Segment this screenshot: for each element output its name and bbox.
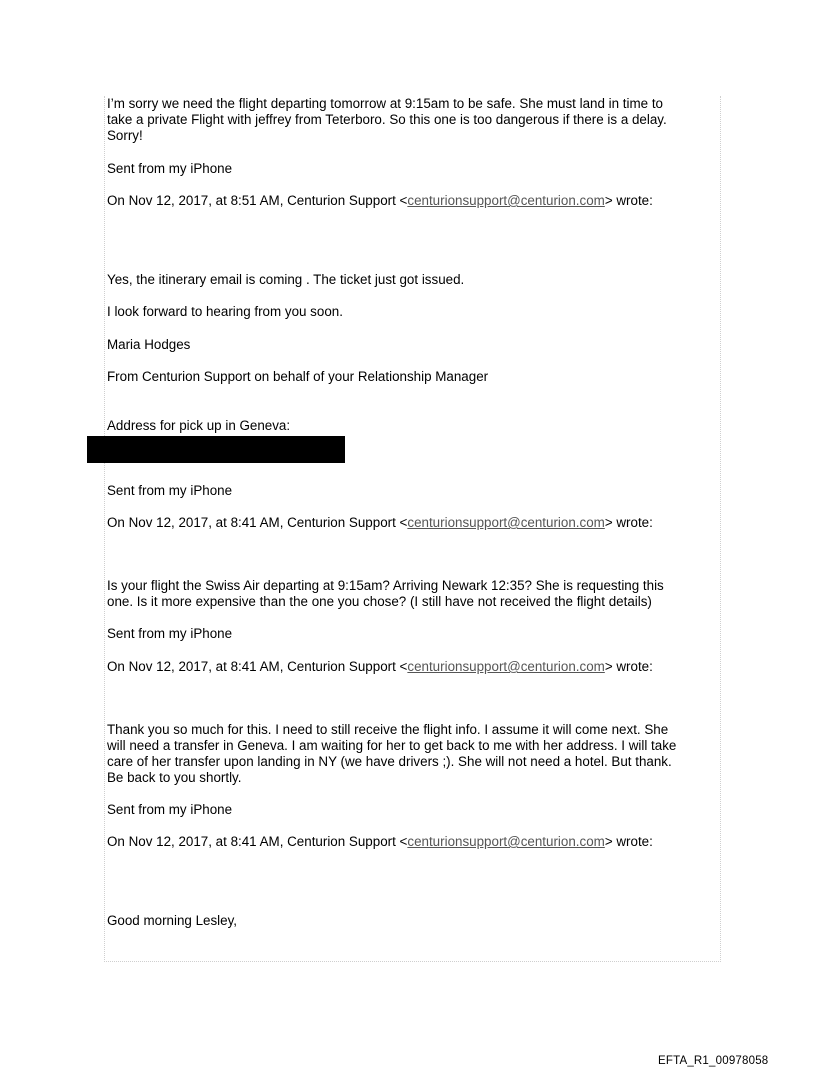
reply-header: On Nov 12, 2017, at 8:51 AM, Centurion Support <centurionsupport@centurion.com> wrote: (107, 193, 653, 208)
sent-from-line: Sent from my iPhone (107, 626, 233, 641)
sent-from-line: Sent from my iPhone (107, 802, 233, 817)
body-line: Sorry! (107, 128, 143, 143)
signature-name: Maria Hodges (107, 337, 191, 352)
body-line: one. Is it more expensive than the one you chose? (I still have not received the flight details) (107, 594, 652, 609)
reply-header: On Nov 12, 2017, at 8:41 AM, Centurion Support <centurionsupport@centurion.com> wrote: (107, 834, 653, 849)
body-line: I look forward to hearing from you soon. (107, 304, 343, 319)
body-line: I’m sorry we need the flight departing tomorrow at 9:15am to be safe. She must land in time to (107, 96, 663, 111)
body-line: take a private Flight with jeffrey from Teterboro. So this one is too dangerous if there is a delay. (107, 112, 667, 127)
body-line: Yes, the itinerary email is coming . The ticket just got issued. (107, 272, 465, 287)
body-line: care of her transfer upon landing in NY (we have drivers ;). She will not need a hotel. But thank. (107, 754, 672, 769)
redaction-box (87, 436, 345, 463)
sent-from-line: Sent from my iPhone (107, 483, 233, 498)
email-link[interactable]: centurionsupport@centurion.com (407, 659, 605, 674)
body-line: Thank you so much for this. I need to still receive the flight info. I assume it will come next. She (107, 722, 669, 737)
reply-header: On Nov 12, 2017, at 8:41 AM, Centurion Support <centurionsupport@centurion.com> wrote: (107, 659, 653, 674)
signature-line: From Centurion Support on behalf of your Relationship Manager (107, 369, 489, 384)
body-line: Is your flight the Swiss Air departing at 9:15am? Arriving Newark 12:35? She is requesting this (107, 578, 664, 593)
email-link[interactable]: centurionsupport@centurion.com (407, 515, 605, 530)
document-id: EFTA_R1_00978058 (658, 1055, 769, 1067)
reply-header: On Nov 12, 2017, at 8:41 AM, Centurion Support <centurionsupport@centurion.com> wrote: (107, 515, 653, 530)
email-link[interactable]: centurionsupport@centurion.com (407, 834, 605, 849)
body-line: Be back to you shortly. (107, 770, 242, 785)
address-label: Address for pick up in Geneva: (107, 418, 291, 433)
sent-from-line: Sent from my iPhone (107, 161, 233, 176)
body-line: will need a transfer in Geneva. I am waiting for her to get back to me with her address. I will take (107, 738, 677, 753)
email-link[interactable]: centurionsupport@centurion.com (407, 193, 605, 208)
greeting: Good morning Lesley, (107, 913, 238, 928)
